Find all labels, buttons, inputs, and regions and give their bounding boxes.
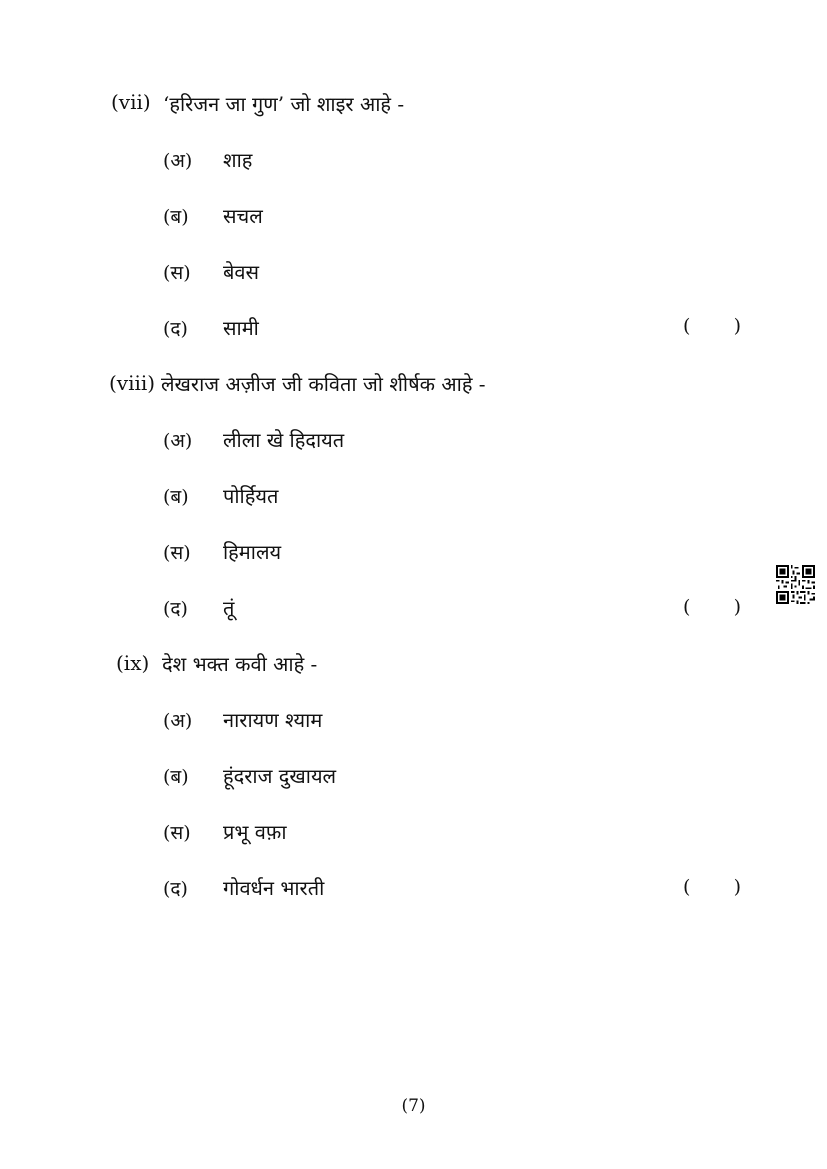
option-label: (द) <box>163 318 188 340</box>
option-label: (द) <box>163 878 188 900</box>
question-number: (vii) <box>111 90 151 114</box>
page-number: (7) <box>401 1096 426 1116</box>
option-label: (द) <box>163 598 188 620</box>
question-number: (ix) <box>116 651 150 675</box>
option-label: (स) <box>163 822 191 844</box>
option-label: (ब) <box>163 766 189 788</box>
option-label: (अ) <box>163 430 193 452</box>
option-text: बेवस <box>223 260 260 284</box>
bracket-close: ) <box>733 876 741 898</box>
bracket-open: ( <box>683 876 691 898</box>
option-text: सचल <box>223 204 263 228</box>
option-label: (ब) <box>163 206 189 228</box>
question-text: लेखराज अज़ीज जी कविता जो शीर्षक आहे - <box>161 372 486 396</box>
option-text: नारायण श्याम <box>223 708 323 732</box>
bracket-open: ( <box>683 596 691 618</box>
question-text: देश भक्त कवी आहे - <box>162 652 318 676</box>
question-text: ‘हरिजन जा गुण’ जो शाइर आहे - <box>163 92 405 116</box>
qr-code-icon <box>776 565 815 604</box>
option-label: (अ) <box>163 710 193 732</box>
option-label: (अ) <box>163 150 193 172</box>
option-text: लीला खे हिदायत <box>223 428 345 452</box>
option-text: हिमालय <box>223 540 282 564</box>
option-label: (स) <box>163 542 191 564</box>
bracket-open: ( <box>683 315 691 337</box>
option-label: (स) <box>163 262 191 284</box>
option-label: (ब) <box>163 486 189 508</box>
option-text: प्रभू वफ़ा <box>223 820 287 844</box>
bracket-close: ) <box>733 596 741 618</box>
option-text: हूंदराज दुखायल <box>223 764 337 788</box>
option-text: शाह <box>223 148 253 172</box>
option-text: तूं <box>223 596 235 620</box>
option-text: गोवर्धन भारती <box>223 876 325 900</box>
question-number: (viii) <box>109 371 156 395</box>
option-text: पोर्हियत <box>223 484 279 508</box>
bracket-close: ) <box>733 315 741 337</box>
option-text: सामी <box>223 316 259 340</box>
